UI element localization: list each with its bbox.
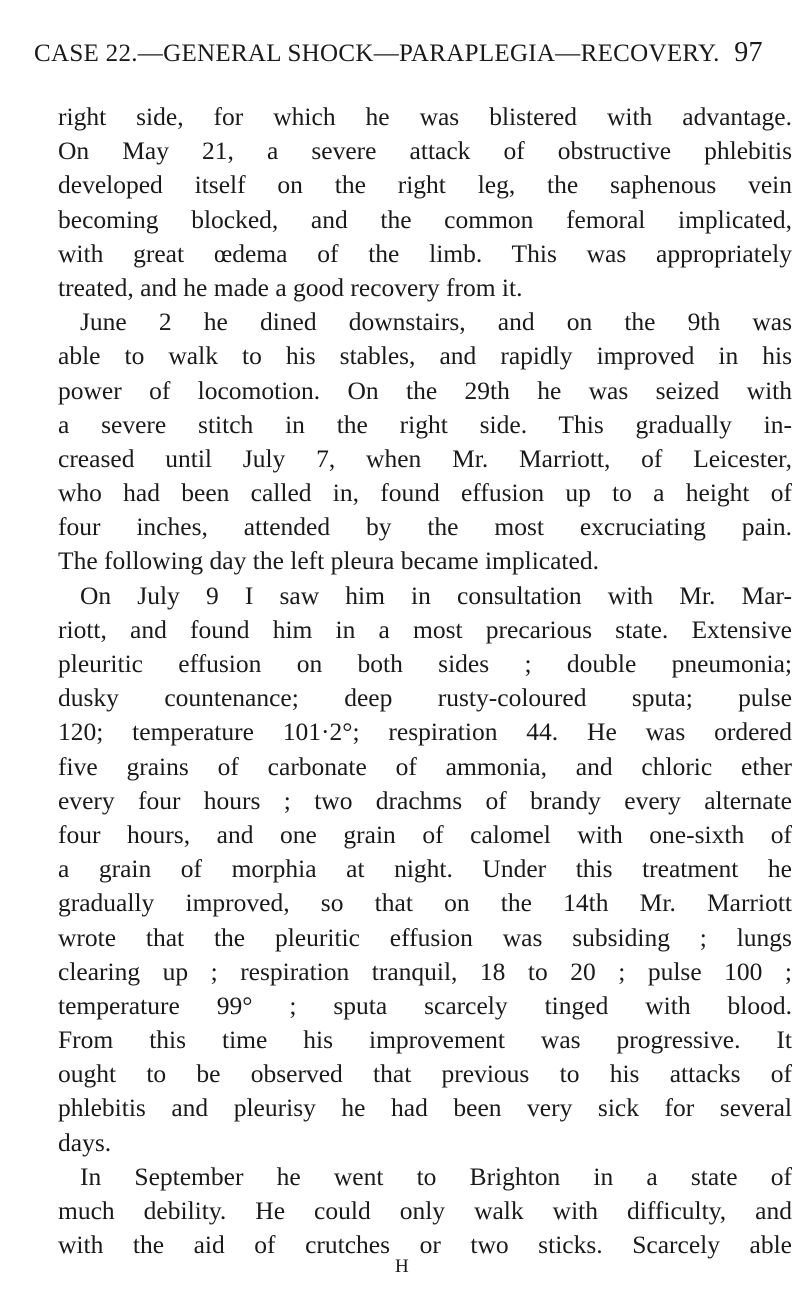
signature-mark: H bbox=[395, 1256, 409, 1277]
text-line: 120; temperature 101·2°; respiration 44. He was ordered bbox=[58, 717, 792, 747]
text-line: dusky countenance; deep rusty-coloured sputa; pulse bbox=[58, 683, 792, 713]
text-line: ought to be observed that previous to his attacks of bbox=[58, 1059, 792, 1089]
body-text bbox=[58, 100, 792, 1262]
text-line: phlebitis and pleurisy he had been very sick for several bbox=[58, 1093, 792, 1123]
text-line: In September he went to Brighton in a state of bbox=[80, 1161, 792, 1191]
text-line: On July 9 I saw him in consultation with Mr. Mar- bbox=[80, 580, 792, 610]
text-line: treated, and he made a good recovery from it. bbox=[58, 272, 523, 302]
text-line: a severe stitch in the right side. This gradually in- bbox=[58, 409, 792, 439]
text-line: with great œdema of the limb. This was appropriately bbox=[58, 238, 792, 268]
text-line: pleuritic effusion on both sides ; double pneumonia; bbox=[58, 649, 792, 678]
page-number: 97 bbox=[734, 37, 763, 68]
text-line: right side, for which he was blistered with advantage. bbox=[58, 102, 792, 131]
running-head-title: CASE 22.—GENERAL SHOCK—PARAPLEGIA—RECOVERY. bbox=[34, 40, 720, 67]
text-line: able to walk to his stables, and rapidly improved in his bbox=[58, 341, 792, 371]
text-line: who had been called in, found effusion up to a height of bbox=[58, 478, 792, 508]
text-line: days. bbox=[58, 1127, 112, 1157]
text-line: clearing up ; respiration tranquil, 18 to 20 ; pulse 100 ; bbox=[58, 956, 792, 986]
text-line: a grain of morphia at night. Under this treatment he bbox=[58, 854, 792, 884]
text-line: The following day the left pleura became implicated. bbox=[58, 546, 599, 576]
text-line: gradually improved, so that on the 14th Mr. Marriott bbox=[58, 888, 792, 918]
text-line: wrote that the pleuritic effusion was subsiding ; lungs bbox=[58, 922, 792, 952]
text-line: five grains of carbonate of ammonia, and chloric ether bbox=[58, 751, 792, 781]
text-line: June 2 he dined downstairs, and on the 9th was bbox=[80, 307, 792, 337]
text-line: On May 21, a severe attack of obstructive phlebitis bbox=[58, 136, 792, 166]
text-line: power of locomotion. On the 29th he was seized with bbox=[58, 375, 792, 405]
text-line: temperature 99° ; sputa scarcely tinged with blood. bbox=[58, 990, 792, 1020]
text-line: with the aid of crutches or two sticks. Scarcely able bbox=[58, 1230, 792, 1260]
text-line: becoming blocked, and the common femoral implicated, bbox=[58, 204, 792, 234]
text-line: creased until July 7, when Mr. Marriott, of Leicester, bbox=[58, 443, 792, 473]
text-line: four hours, and one grain of calomel with one-sixth of bbox=[58, 819, 792, 849]
text-line: four inches, attended by the most excruciating pain. bbox=[58, 512, 792, 542]
running-head bbox=[34, 36, 794, 71]
text-line: developed itself on the right leg, the saphenous vein bbox=[58, 170, 792, 200]
text-line: much debility. He could only walk with difficulty, and bbox=[58, 1196, 792, 1225]
text-line: every four hours ; two drachms of brandy every alternate bbox=[58, 785, 792, 815]
text-line: From this time his improvement was progressive. It bbox=[58, 1025, 792, 1055]
text-line: riott, and found him in a most precarious state. Extensive bbox=[58, 614, 792, 644]
